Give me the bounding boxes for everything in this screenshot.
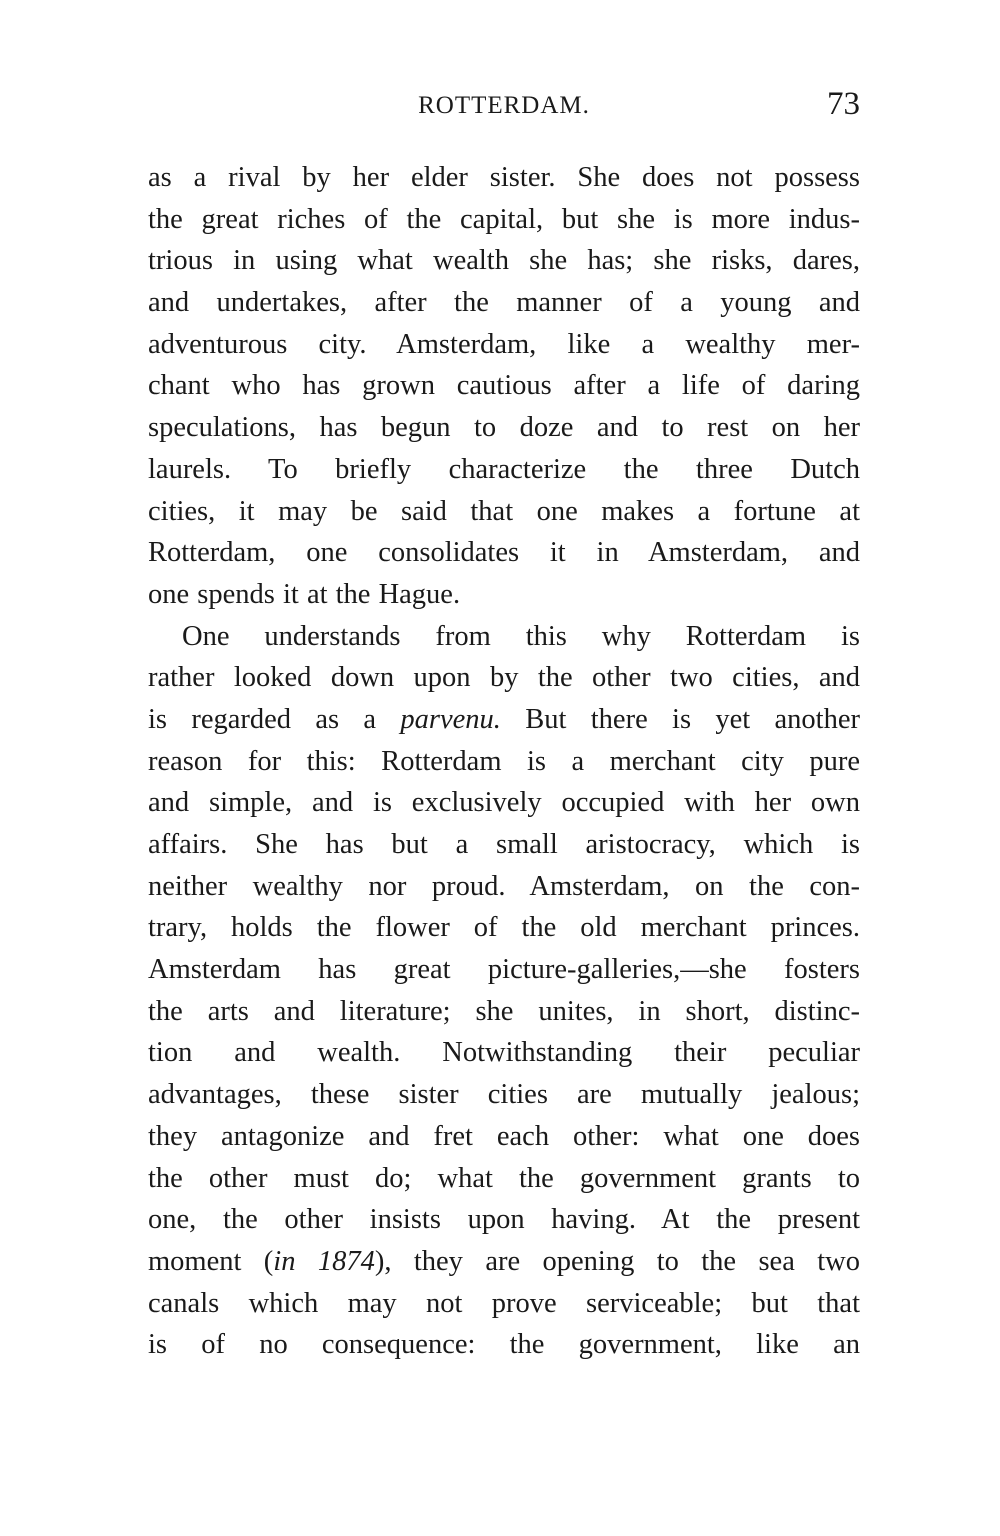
text-line bbox=[148, 1199, 860, 1241]
text-run: canals which may not prove serviceable; but that bbox=[148, 1287, 860, 1319]
text-line bbox=[148, 907, 860, 949]
text-line bbox=[148, 1241, 860, 1283]
text-line bbox=[148, 324, 860, 366]
text-line bbox=[148, 741, 860, 783]
text-line bbox=[148, 991, 860, 1033]
text-line bbox=[148, 1032, 860, 1074]
text-run: they antagonize and fret each other: what one does bbox=[148, 1120, 860, 1152]
text-line bbox=[148, 157, 860, 199]
text-run: one, the other insists upon having. At the present bbox=[148, 1204, 860, 1236]
text-run: trary, holds the flower of the old merchant princes. bbox=[148, 912, 860, 944]
text-run: adventurous city. Amsterdam, like a wealthy mer- bbox=[148, 328, 860, 360]
text-line bbox=[148, 1158, 860, 1200]
text-line bbox=[148, 199, 860, 241]
text-run: affairs. She has but a small aristocracy, which is bbox=[148, 829, 860, 860]
text-run: But there is yet another bbox=[500, 703, 860, 735]
text-line bbox=[148, 699, 860, 741]
text-run: and simple, and is exclusively occupied with her own bbox=[148, 787, 860, 819]
running-title: ROTTERDAM. bbox=[418, 92, 590, 119]
text-run: neither wealthy nor proud. Amsterdam, on the con- bbox=[148, 870, 860, 902]
text-run: rather looked down upon by the other two cities, and bbox=[148, 662, 860, 694]
text-run: chant who has grown cautious after a life of daring bbox=[148, 370, 860, 402]
text-run: trious in using what wealth she has; she risks, dares, bbox=[148, 245, 860, 277]
text-line bbox=[148, 574, 860, 616]
text-run: laurels. To briefly characterize the three Dutch bbox=[148, 453, 860, 485]
text-run: One understands from this why Rotterdam is bbox=[182, 620, 860, 652]
text-run: the great riches of the capital, but she is more indus- bbox=[148, 203, 860, 235]
italic-text: parvenu. bbox=[400, 703, 501, 735]
text-line bbox=[148, 1283, 860, 1325]
text-run: is regarded as a bbox=[148, 703, 401, 735]
text-line bbox=[148, 449, 860, 491]
text-run: Rotterdam, one consolidates it in Amsterdam, and bbox=[148, 537, 860, 569]
text-run: one spends it at the Hague. bbox=[148, 578, 461, 610]
running-head bbox=[148, 88, 860, 128]
text-run: the other must do; what the government grants to bbox=[148, 1162, 860, 1194]
text-run: is of no consequence: the government, like an bbox=[148, 1329, 860, 1361]
italic-text: in 1874 bbox=[273, 1245, 375, 1277]
text-line bbox=[148, 616, 860, 658]
text-line bbox=[148, 824, 860, 866]
text-line bbox=[148, 949, 860, 991]
text-line bbox=[148, 866, 860, 908]
text-line bbox=[148, 240, 860, 282]
text-run: speculations, has begun to doze and to rest on her bbox=[148, 412, 860, 444]
text-line bbox=[148, 1116, 860, 1158]
text-run: as a rival by her elder sister. She does not possess bbox=[148, 162, 860, 193]
text-line bbox=[148, 491, 860, 533]
text-line bbox=[148, 532, 860, 574]
text-line bbox=[148, 365, 860, 407]
paragraph bbox=[148, 157, 860, 616]
text-line bbox=[148, 1074, 860, 1116]
text-line bbox=[148, 282, 860, 324]
text-run: Amsterdam has great picture-galleries,—she fosters bbox=[148, 954, 860, 986]
text-run: advantages, these sister cities are mutually jealous; bbox=[148, 1079, 860, 1111]
body-text bbox=[148, 157, 860, 1366]
text-run: moment ( bbox=[148, 1245, 274, 1277]
text-line bbox=[148, 657, 860, 699]
text-run: and undertakes, after the manner of a young and bbox=[148, 287, 860, 319]
page-number: 73 bbox=[827, 86, 860, 122]
text-run: cities, it may be said that one makes a fortune at bbox=[148, 495, 860, 527]
text-run: the arts and literature; she unites, in short, distinc- bbox=[148, 995, 860, 1027]
text-line bbox=[148, 1324, 860, 1366]
text-line bbox=[148, 407, 860, 449]
text-run: tion and wealth. Notwithstanding their peculiar bbox=[148, 1037, 860, 1069]
text-run: reason for this: Rotterdam is a merchant city pure bbox=[148, 745, 860, 777]
text-line bbox=[148, 782, 860, 824]
paragraph bbox=[148, 616, 860, 1366]
text-run: ), they are opening to the sea two bbox=[374, 1245, 860, 1277]
